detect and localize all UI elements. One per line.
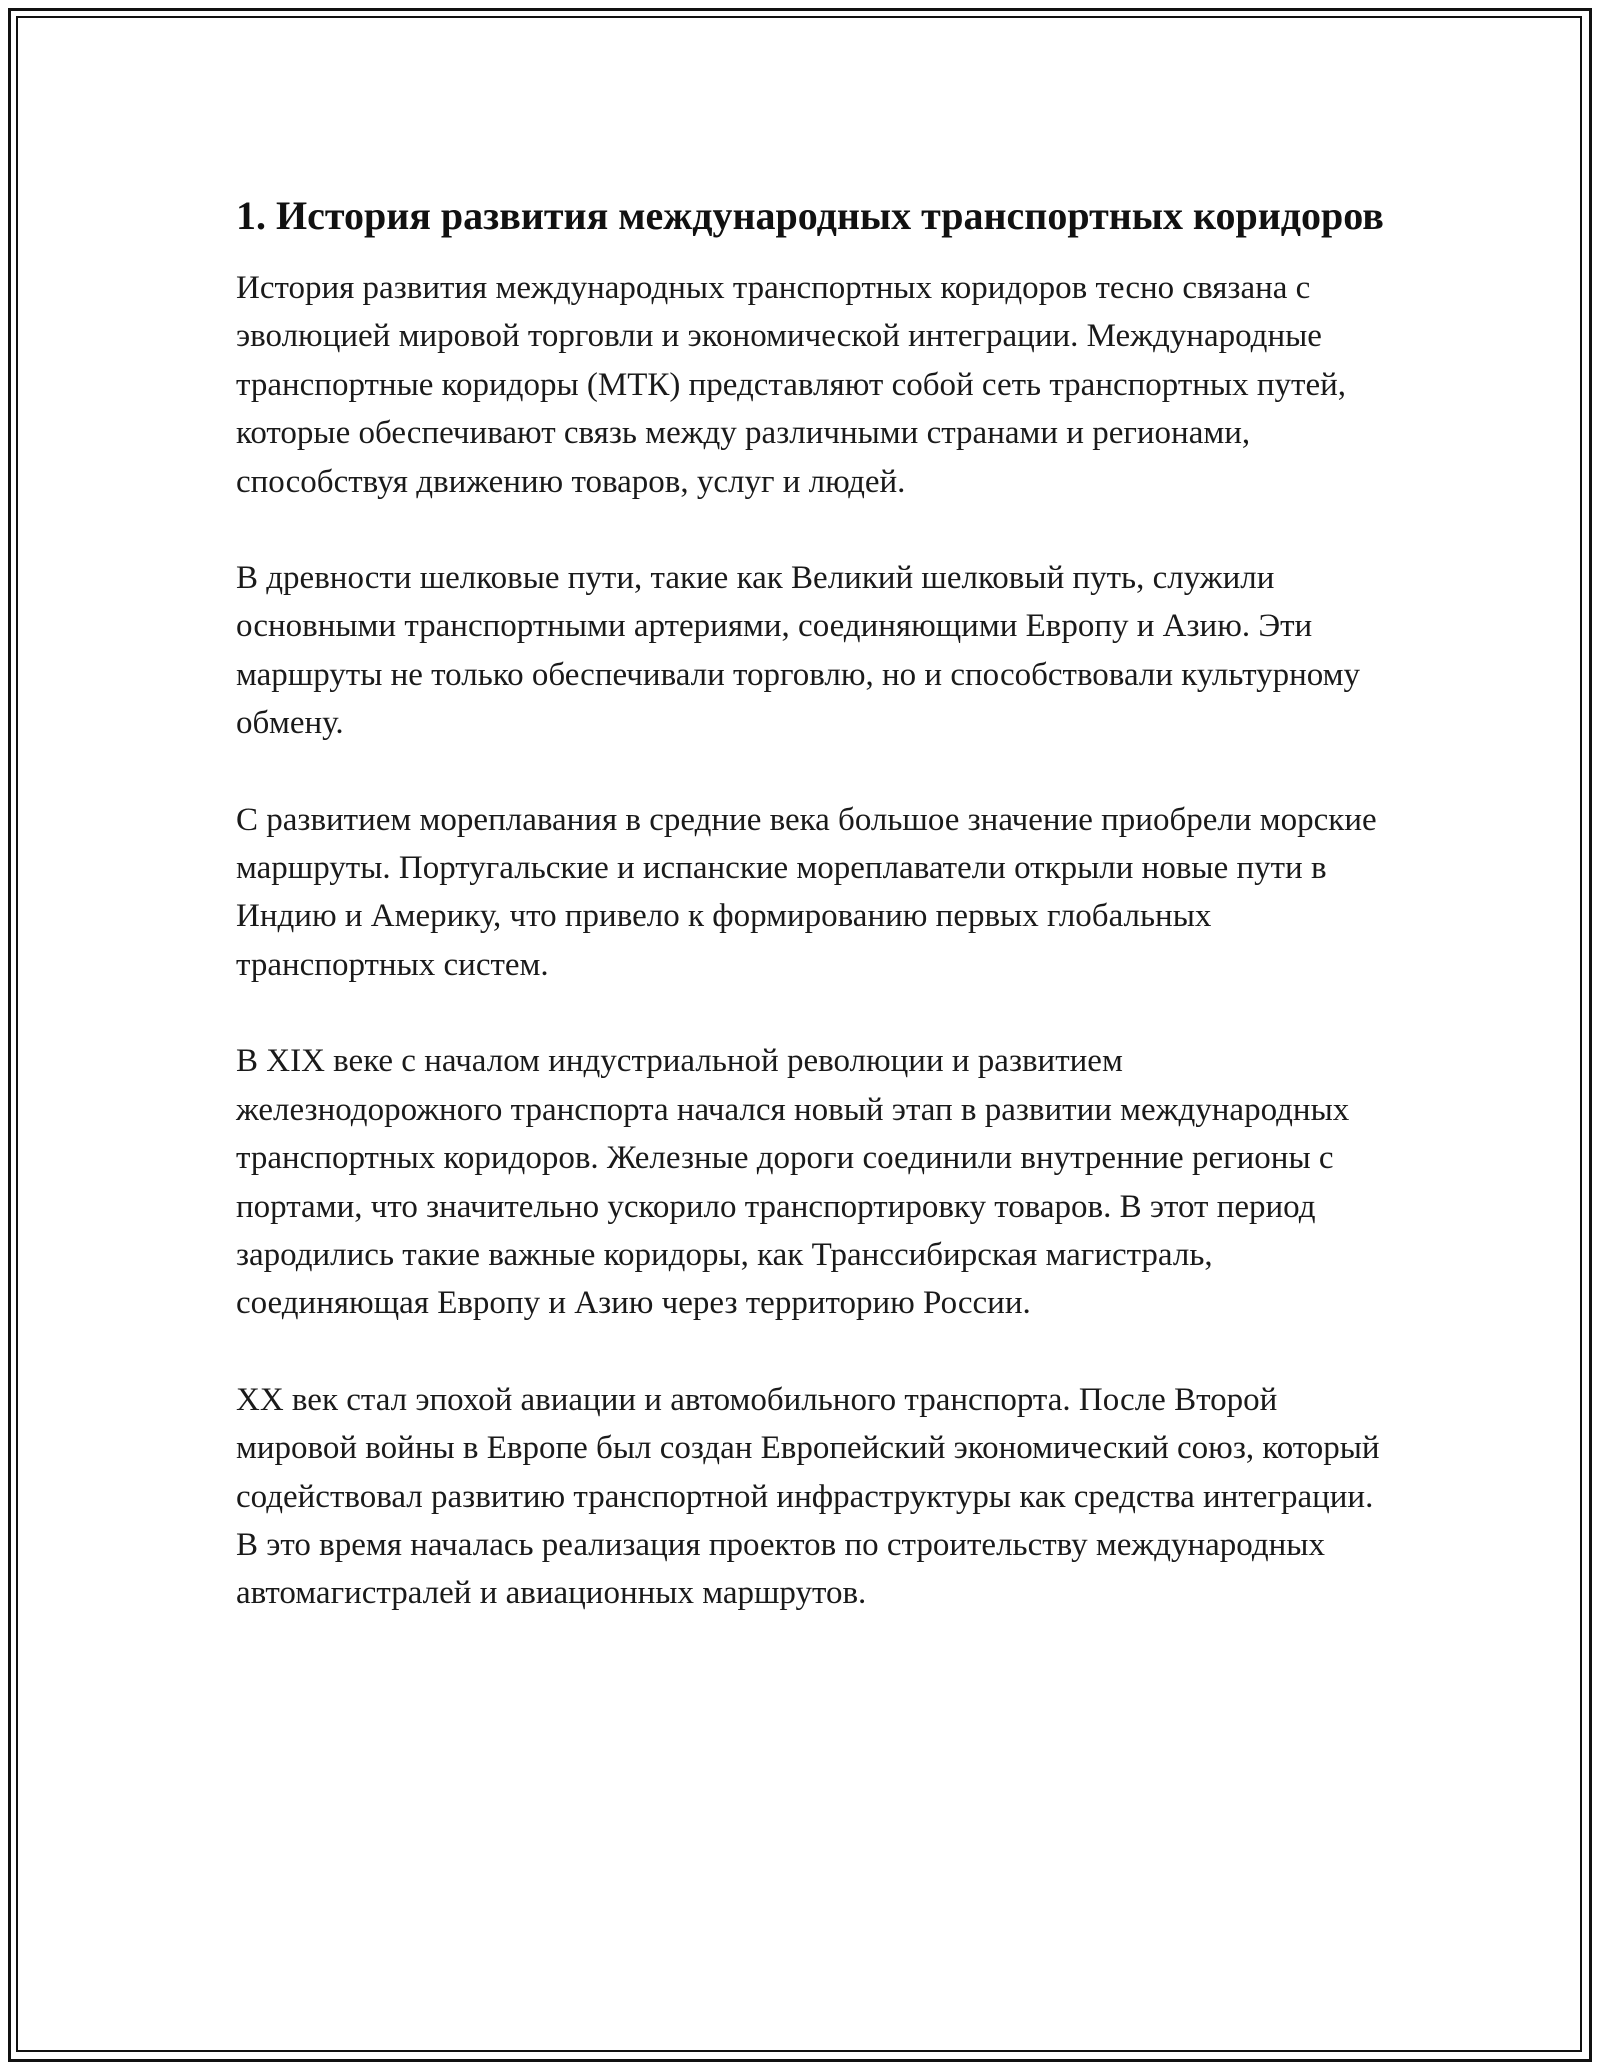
paragraph-intro: История развития международных транспортных коридоров тесно связана с эволюцией мировой торговли и экономической интеграции. Международные транспортные коридоры (МТК) представляют собой сеть транспортных путей, которые обеспечивают связь между различными странами и регионами, способствуя движению товаров, услуг и людей. <box>236 270 1346 500</box>
section-heading: 1. История развития международных транспортных коридоров <box>236 193 1384 238</box>
paragraph-20th-century: XX век стал эпохой авиации и автомобильного транспорта. После Второй мировой войны в Европе был создан Европейский экономический союз, который содействовал развитию транспортной инфраструктуры как средства интеграции. В это время началась реализация проектов по строительству международных автомагистралей и авиационных маршрутов. <box>236 1381 1380 1612</box>
paragraph-railways: В XIX веке с началом индустриальной революции и развитием железнодорожного транспорта начался новый этап в развитии международных транспортных коридоров. Железные дороги соединили внутренние регионы с портами, что значительно ускорило транспортировку товаров. В этот период зародились такие важные коридоры, как Транссибирская магистраль, соединяющая Европу и Азию через территорию России. <box>236 1043 1350 1322</box>
document-body <box>236 188 1386 1666</box>
paragraph-navigation: С развитием мореплавания в средние века большое значение приобрели морские маршруты. Португальские и испанские мореплаватели открыли новые пути в Индию и Америку, что привело к формированию первых глобальных транспортных систем. <box>236 801 1377 983</box>
paragraph-silk-road: В древности шелковые пути, такие как Великий шелковый путь, служили основными транспортными артериями, соединяющими Европу и Азию. Эти маршруты не только обеспечивали торговлю, но и способствовали культурному обмену. <box>236 560 1361 742</box>
